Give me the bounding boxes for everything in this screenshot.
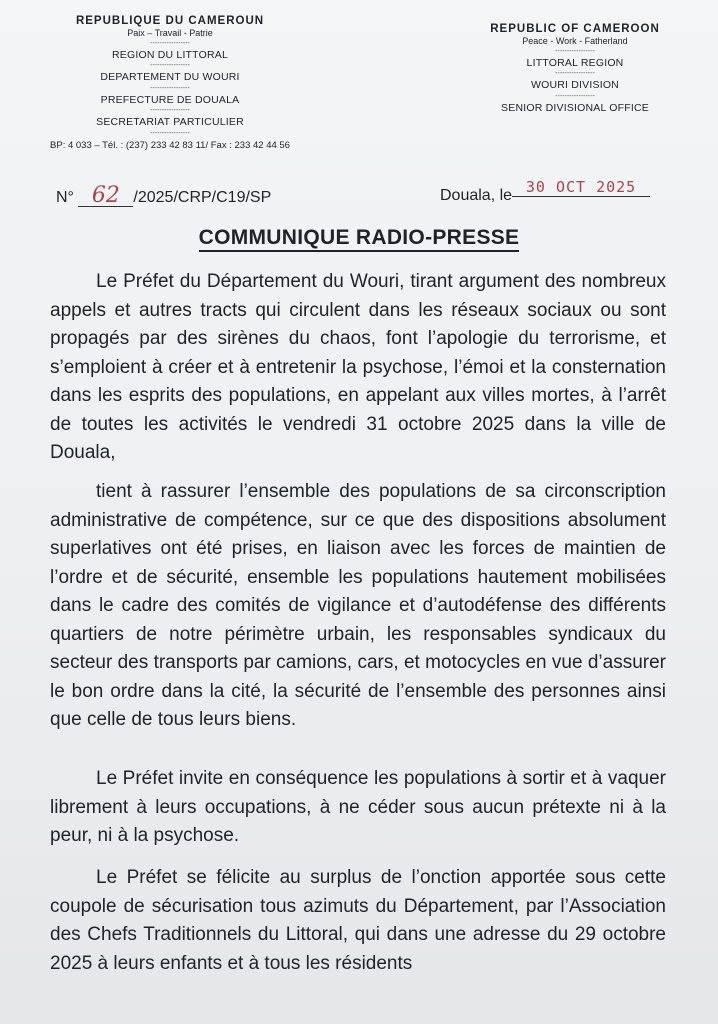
date-stamp: 30 OCT 2025 [512, 178, 650, 197]
department-fr: DEPARTEMENT DU WOURI [100, 71, 240, 83]
document-title-text: COMMUNIQUE RADIO-PRESSE [199, 226, 520, 252]
separator-dots: ----------------- [555, 70, 595, 77]
separator-dots: ----------------- [150, 84, 190, 92]
separator-dots: ----------------- [150, 129, 190, 137]
dateline [440, 178, 650, 205]
paragraph-2: tient à rassurer l’ensemble des populations de sa circonscription administrative de compétence, sur ce que des dispositions absolument superlatives ont été prises, en liaison avec les forces de maintien de l’ordre et de sécurité, ensemble les populations hautement mobilisées dans le cadre des comités de vigilance et d’autodéfense des différents quartiers de notre périmètre urbain, les responsables syndicaux du secteur des transports par camions, cars, et motocycles en vue d’assurer le bon ordre dans la cité, la sécurité de l’ensemble des personnes ainsi que celle de tous leurs biens. [50, 481, 666, 730]
paragraph-3: Le Préfet invite en conséquence les populations à sortir et à vaquer librement à leurs occupations, à ne céder sous aucun prétexte ni à la peur, ni à la psychose. [50, 768, 666, 846]
region-en: LITTORAL REGION [526, 56, 624, 69]
paragraph-1: Le Préfet du Département du Wouri, tirant argument des nombreux appels et autres tracts qui circulent dans les réseaux sociaux ou sont propagés par des sirènes du chaos, font l’apologie du terrorisme, et s’emploient à créer et à entretenir la psychose, l’émoi et la consternation dans les esprits des populations, en appelant aux villes mortes, à l’arrêt de toutes les activités le vendredi 31 octobre 2025 dans la ville de Douala, [50, 271, 666, 463]
separator-dots: ----------------- [150, 39, 190, 47]
division-en: WOURI DIVISION [531, 79, 619, 91]
reference-number [56, 183, 272, 208]
prefecture-fr: PREFECTURE DE DOUALA [100, 93, 240, 106]
motto-fr: Paix – Travail - Patrie [127, 27, 213, 38]
country-en: REPUBLIC OF CAMEROON [490, 23, 660, 35]
contact-info: BP: 4 033 – Tél. : (237) 233 42 83 11/ Fax : 233 42 44 56 [50, 139, 290, 151]
separator-dots: ----------------- [150, 107, 190, 114]
paragraph-4: Le Préfet se félicite au surplus de l’onction apportée sous cette coupole de sécurisation tous azimuts du Département, par l’Association des Chefs Traditionnels du Littoral, qui dans une adresse du 29 octobre 2025 à leurs enfants et à tous les résidents [50, 867, 666, 974]
reference-suffix: /2025/CRP/C19/SP [133, 189, 272, 206]
reference-handwritten-number: 62 [78, 186, 133, 207]
country-fr: REPUBLIQUE DU CAMEROUN [75, 15, 265, 27]
separator-dots: ----------------- [150, 62, 190, 69]
header-right [470, 24, 680, 113]
separator-dots: ----------------- [555, 47, 595, 55]
dateline-place: Douala, le [440, 187, 513, 204]
office-en: SENIOR DIVISIONAL OFFICE [501, 101, 649, 114]
motto-en: Peace - Work - Fatherland [522, 35, 628, 46]
header-left [20, 16, 320, 150]
separator-dots: ----------------- [555, 92, 595, 100]
reference-prefix: N° [56, 189, 74, 206]
document-title [0, 226, 718, 250]
region-fr: REGION DU LITTORAL [111, 48, 228, 61]
office-fr: SECRETARIAT PARTICULIER [96, 116, 244, 128]
